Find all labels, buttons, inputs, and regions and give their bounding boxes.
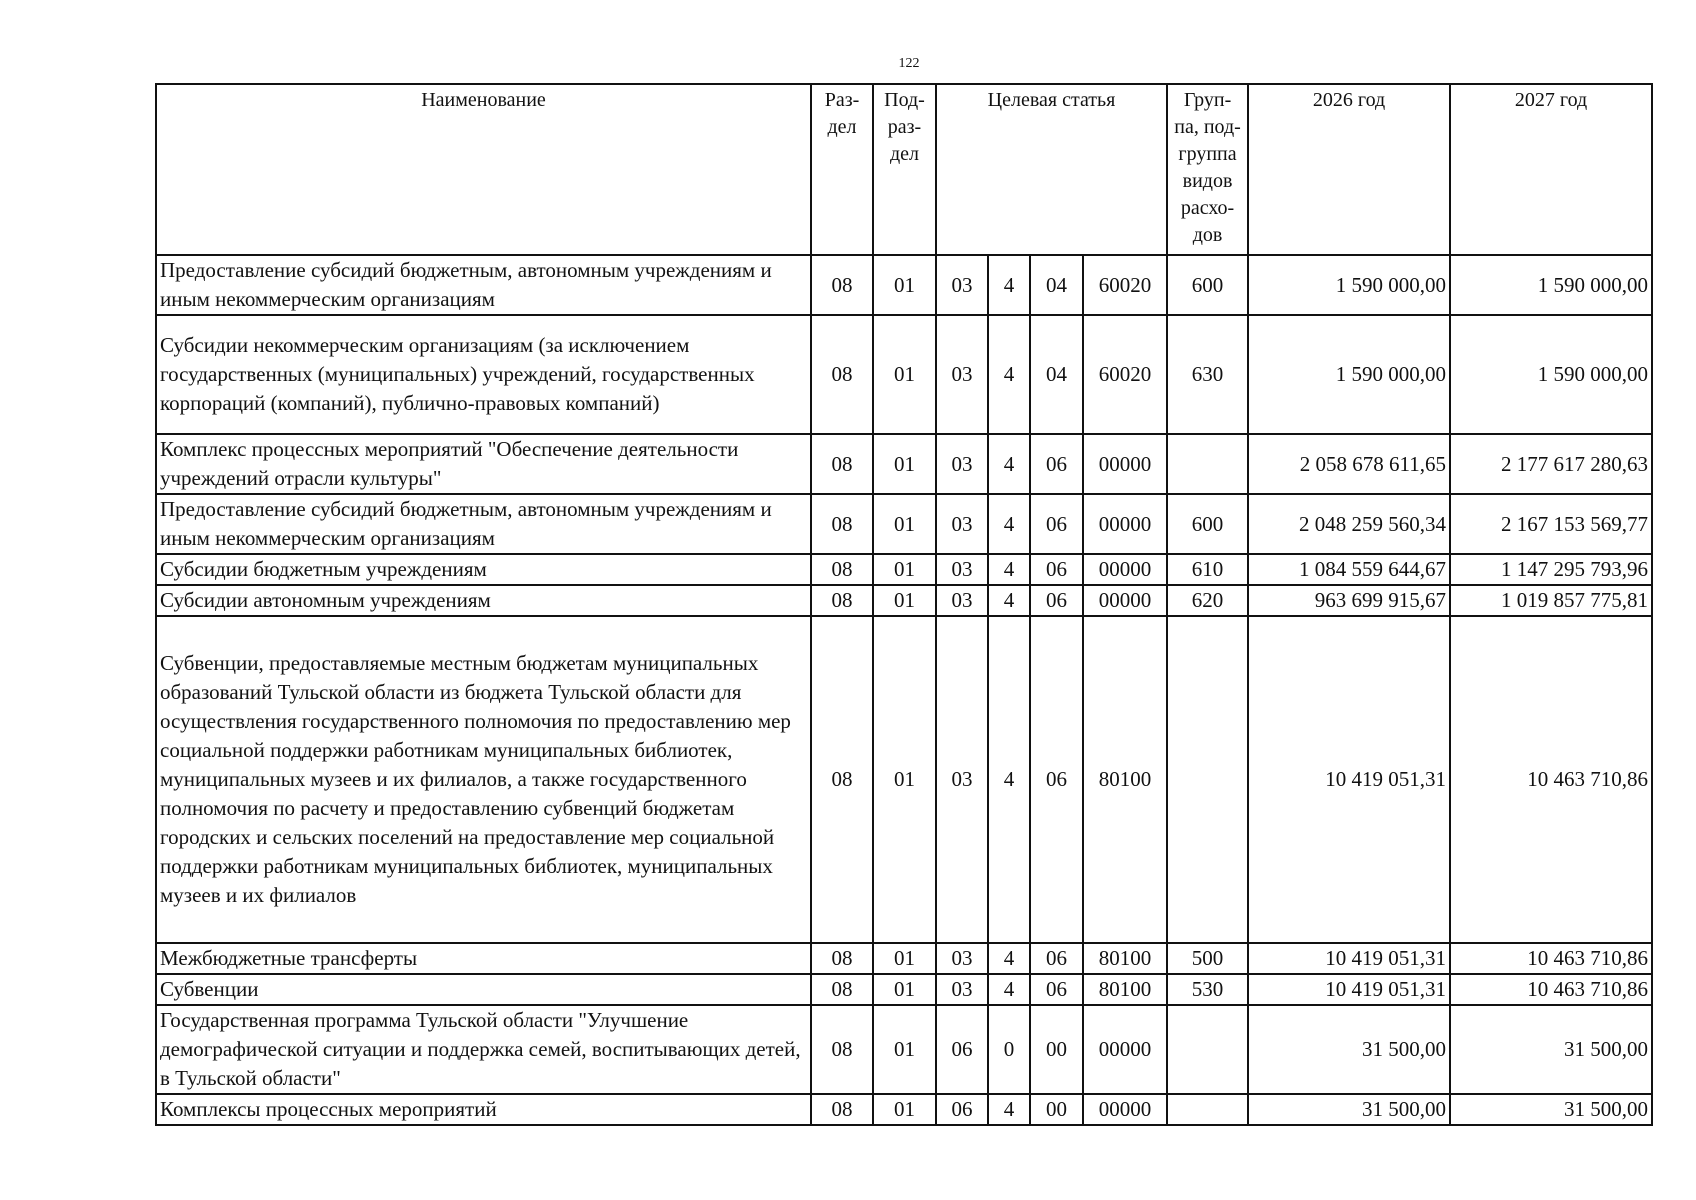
row-expense-group: [1167, 1094, 1248, 1125]
page-number: 122: [898, 56, 920, 71]
row-amount-2026: 1 084 559 644,67: [1248, 554, 1450, 585]
row-target-subprogram: 06: [1030, 974, 1083, 1005]
row-target-subprogram: 06: [1030, 585, 1083, 616]
row-target-type: 4: [988, 974, 1030, 1005]
row-section: 08: [811, 974, 873, 1005]
row-target-subprogram: 04: [1030, 315, 1083, 434]
row-target-direction: 80100: [1083, 974, 1167, 1005]
row-target-program: 03: [936, 943, 988, 974]
table-row: [156, 434, 1652, 494]
row-section: 08: [811, 616, 873, 943]
row-target-subprogram: 04: [1030, 255, 1083, 315]
row-target-subprogram: 06: [1030, 494, 1083, 554]
row-target-direction: 60020: [1083, 315, 1167, 434]
table-row: [156, 943, 1652, 974]
row-amount-2027: 1 019 857 775,81: [1450, 585, 1652, 616]
row-subsection: 01: [873, 315, 936, 434]
row-section: 08: [811, 494, 873, 554]
table-row: [156, 554, 1652, 585]
row-target-type: 4: [988, 1094, 1030, 1125]
table-row: [156, 585, 1652, 616]
row-amount-2027: 10 463 710,86: [1450, 974, 1652, 1005]
row-target-program: 06: [936, 1005, 988, 1094]
row-target-program: 03: [936, 494, 988, 554]
row-name: Субвенции, предоставляемые местным бюджетам муниципальных образований Тульской области из бюджета Тульской области для осуществления государственного полномочия по предоставлению мер социальной поддержки работникам муниципальных библиотек, муниципальных музеев и их филиалов, а также государственного полномочия по расчету и предоставлению субвенций бюджетам городских и сельских поселений на предоставление мер социальной поддержки работникам муниципальных библиотек, муниципальных музеев и их филиалов: [156, 616, 811, 943]
row-target-program: 03: [936, 585, 988, 616]
row-expense-group: 600: [1167, 494, 1248, 554]
row-name: Государственная программа Тульской области "Улучшение демографической ситуации и поддержка семей, воспитывающих детей, в Тульской области": [156, 1005, 811, 1094]
row-amount-2027: 1 147 295 793,96: [1450, 554, 1652, 585]
row-target-subprogram: 06: [1030, 554, 1083, 585]
row-section: 08: [811, 1005, 873, 1094]
row-target-type: 4: [988, 943, 1030, 974]
row-expense-group: [1167, 434, 1248, 494]
row-amount-2026: 2 058 678 611,65: [1248, 434, 1450, 494]
row-amount-2027: 31 500,00: [1450, 1094, 1652, 1125]
row-section: 08: [811, 585, 873, 616]
row-target-program: 03: [936, 554, 988, 585]
row-target-type: 4: [988, 315, 1030, 434]
table-row: [156, 494, 1652, 554]
row-subsection: 01: [873, 494, 936, 554]
row-target-direction: 00000: [1083, 554, 1167, 585]
table-header-row: [156, 84, 1652, 255]
row-target-type: 4: [988, 554, 1030, 585]
row-expense-group: [1167, 616, 1248, 943]
row-target-type: 4: [988, 585, 1030, 616]
row-amount-2027: 2 167 153 569,77: [1450, 494, 1652, 554]
row-name: Комплексы процессных мероприятий: [156, 1094, 811, 1125]
row-name: Субсидии бюджетным учреждениям: [156, 554, 811, 585]
row-subsection: 01: [873, 554, 936, 585]
row-target-direction: 80100: [1083, 943, 1167, 974]
row-target-subprogram: 00: [1030, 1005, 1083, 1094]
row-target-program: 03: [936, 974, 988, 1005]
row-target-type: 4: [988, 434, 1030, 494]
header-section: Раз- дел: [811, 84, 873, 255]
row-target-subprogram: 06: [1030, 434, 1083, 494]
header-subsection: Под- раз- дел: [873, 84, 936, 255]
row-amount-2026: 963 699 915,67: [1248, 585, 1450, 616]
row-amount-2026: 1 590 000,00: [1248, 315, 1450, 434]
row-name: Комплекс процессных мероприятий "Обеспечение деятельности учреждений отрасли культуры": [156, 434, 811, 494]
header-expense-group: Груп- па, под- группа видов расхо- дов: [1167, 84, 1248, 255]
row-amount-2026: 31 500,00: [1248, 1005, 1450, 1094]
row-name: Субвенции: [156, 974, 811, 1005]
row-target-direction: 00000: [1083, 1005, 1167, 1094]
table-row: [156, 616, 1652, 943]
row-target-direction: 00000: [1083, 434, 1167, 494]
row-subsection: 01: [873, 943, 936, 974]
budget-table: [155, 83, 1653, 1126]
row-amount-2027: 10 463 710,86: [1450, 943, 1652, 974]
row-target-program: 06: [936, 1094, 988, 1125]
row-expense-group: 620: [1167, 585, 1248, 616]
row-section: 08: [811, 943, 873, 974]
row-target-type: 4: [988, 616, 1030, 943]
row-subsection: 01: [873, 255, 936, 315]
row-target-program: 03: [936, 616, 988, 943]
row-target-direction: 00000: [1083, 494, 1167, 554]
row-target-type: 4: [988, 255, 1030, 315]
table-row: [156, 1005, 1652, 1094]
row-target-subprogram: 06: [1030, 616, 1083, 943]
table-row: [156, 315, 1652, 434]
row-subsection: 01: [873, 1005, 936, 1094]
row-target-subprogram: 00: [1030, 1094, 1083, 1125]
header-year-2026: 2026 год: [1248, 84, 1450, 255]
row-target-direction: 00000: [1083, 585, 1167, 616]
row-amount-2027: 31 500,00: [1450, 1005, 1652, 1094]
row-target-program: 03: [936, 434, 988, 494]
row-section: 08: [811, 554, 873, 585]
row-section: 08: [811, 434, 873, 494]
row-target-program: 03: [936, 255, 988, 315]
row-subsection: 01: [873, 974, 936, 1005]
row-amount-2027: 10 463 710,86: [1450, 616, 1652, 943]
table-row: [156, 974, 1652, 1005]
row-subsection: 01: [873, 616, 936, 943]
row-amount-2026: 1 590 000,00: [1248, 255, 1450, 315]
row-amount-2026: 10 419 051,31: [1248, 943, 1450, 974]
table-row: [156, 255, 1652, 315]
row-section: 08: [811, 315, 873, 434]
header-year-2027: 2027 год: [1450, 84, 1652, 255]
header-target-item: Целевая статья: [936, 84, 1167, 255]
row-name: Предоставление субсидий бюджетным, автономным учреждениям и иным некоммерческим организациям: [156, 255, 811, 315]
row-expense-group: 500: [1167, 943, 1248, 974]
row-subsection: 01: [873, 434, 936, 494]
row-target-type: 0: [988, 1005, 1030, 1094]
row-target-direction: 80100: [1083, 616, 1167, 943]
row-target-type: 4: [988, 494, 1030, 554]
row-expense-group: 600: [1167, 255, 1248, 315]
row-amount-2026: 10 419 051,31: [1248, 616, 1450, 943]
row-amount-2026: 10 419 051,31: [1248, 974, 1450, 1005]
table-row: [156, 1094, 1652, 1125]
row-name: Субсидии автономным учреждениям: [156, 585, 811, 616]
row-target-direction: 60020: [1083, 255, 1167, 315]
row-name: Субсидии некоммерческим организациям (за исключением государственных (муниципальных) учреждений, государственных корпораций (компаний), публично-правовых компаний): [156, 315, 811, 434]
row-target-direction: 00000: [1083, 1094, 1167, 1125]
row-amount-2027: 1 590 000,00: [1450, 315, 1652, 434]
header-name: Наименование: [156, 84, 811, 255]
row-subsection: 01: [873, 585, 936, 616]
row-name: Межбюджетные трансферты: [156, 943, 811, 974]
row-expense-group: 610: [1167, 554, 1248, 585]
row-amount-2027: 2 177 617 280,63: [1450, 434, 1652, 494]
row-amount-2027: 1 590 000,00: [1450, 255, 1652, 315]
row-amount-2026: 2 048 259 560,34: [1248, 494, 1450, 554]
row-target-subprogram: 06: [1030, 943, 1083, 974]
row-expense-group: [1167, 1005, 1248, 1094]
row-subsection: 01: [873, 1094, 936, 1125]
row-amount-2026: 31 500,00: [1248, 1094, 1450, 1125]
row-target-program: 03: [936, 315, 988, 434]
row-expense-group: 530: [1167, 974, 1248, 1005]
row-expense-group: 630: [1167, 315, 1248, 434]
row-section: 08: [811, 1094, 873, 1125]
row-section: 08: [811, 255, 873, 315]
row-name: Предоставление субсидий бюджетным, автономным учреждениям и иным некоммерческим организациям: [156, 494, 811, 554]
